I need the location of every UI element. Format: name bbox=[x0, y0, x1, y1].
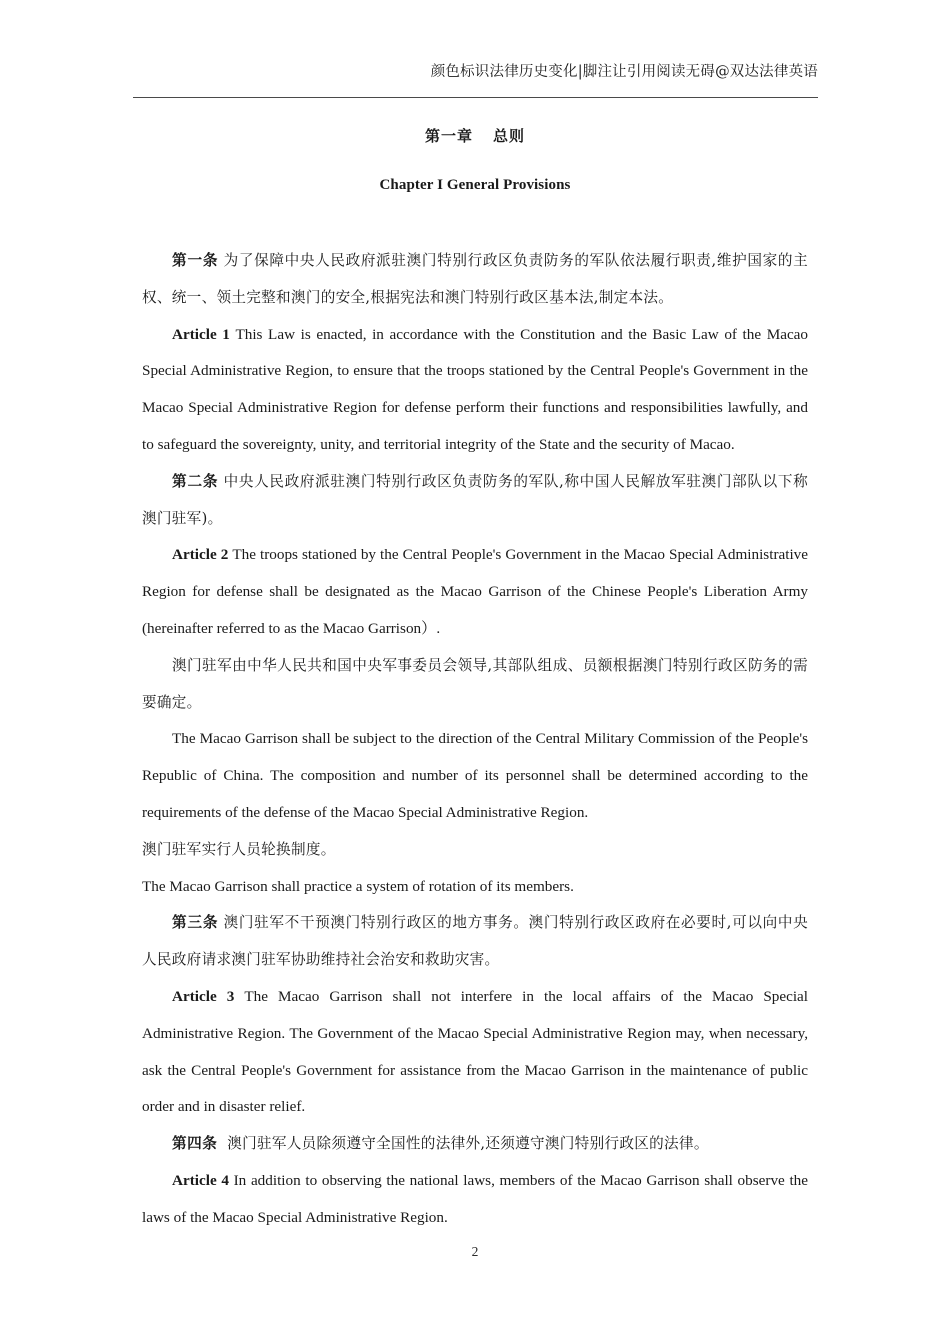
page-footer bbox=[0, 1243, 950, 1261]
article-4-english-label: Article 4 bbox=[172, 1171, 229, 1189]
page-header bbox=[133, 62, 818, 98]
article-2-chinese-label: 第二条 bbox=[172, 472, 219, 490]
article-4-chinese bbox=[142, 1126, 808, 1163]
article-1-english-label: Article 1 bbox=[172, 325, 230, 343]
chapter-title-english: Chapter I General Provisions bbox=[379, 177, 571, 193]
article-3-chinese bbox=[142, 905, 808, 979]
article-4-chinese-body: 澳门驻军人员除须遵守全国性的法律外,还须遵守澳门特别行政区的法律。 bbox=[227, 1135, 709, 1153]
article-2-english-paragraph-3: The Macao Garrison shall practice a system of rotation of its members. bbox=[142, 877, 574, 895]
page-number: 2 bbox=[471, 1244, 479, 1259]
article-3-chinese-body: 澳门驻军不干预澳门特别行政区的地方事务。澳门特别行政区政府在必要时,可以向中央人民政府请求澳门驻军协助维持社会治安和救助灾害。 bbox=[142, 914, 808, 969]
article-3-english-body: The Macao Garrison shall not interfere in the local affairs of the Macao Special Administrative Region. The Government of the Macao Special Administrative Region may, when necessary, ask the Central People's Government for assistance from the Macao Garrison in the maintenance of public order and in disaster relief. bbox=[142, 987, 809, 1116]
article-1-english-body: This Law is enacted, in accordance with the Constitution and the Basic Law of the Macao Special Administrative Region, to ensure that the troops stationed by the Central People's Government in the Macao Special Administrative Region for defense perform their functions and responsibilities lawfully, and to safeguard the sovereignty, unity, and territorial integrity of the State and the security of Macao. bbox=[142, 325, 809, 453]
article-2-chinese-body: 中央人民政府派驻澳门特别行政区负责防务的军队,称中国人民解放军驻澳门部队以下称澳门驻军)。 bbox=[142, 472, 808, 527]
title-body-spacer bbox=[142, 199, 808, 243]
article-4-english bbox=[142, 1163, 808, 1237]
article-4-chinese-label: 第四条 bbox=[172, 1135, 218, 1153]
chapter-title-chinese-suffix: 总则 bbox=[493, 129, 526, 145]
header-rule-divider bbox=[133, 97, 818, 98]
article-4-english-body: In addition to observing the national laws, members of the Macao Garrison shall observe the laws of the Macao Special Administrative Region. bbox=[142, 1171, 809, 1226]
article-2-english-body: The troops stationed by the Central People's Government in the Macao Special Administrative Region for defense shall be designated as the Macao Garrison of the Chinese People's Liberation Army (hereinafter referred to as the Macao Garrison）. bbox=[142, 546, 809, 637]
article-3-english-label: Article 3 bbox=[172, 987, 235, 1005]
article-2-english bbox=[142, 537, 808, 647]
article-2-english-label: Article 2 bbox=[172, 546, 229, 564]
running-head-text: 颜色标识法律历史变化|脚注让引用阅读无碍@双达法律英语 bbox=[430, 64, 818, 80]
article-1-chinese-body: 为了保障中央人民政府派驻澳门特别行政区负责防务的军队依法履行职责,维护国家的主权、统一、领土完整和澳门的安全,根据宪法和澳门特别行政区基本法,制定本法。 bbox=[142, 252, 808, 306]
article-3-english bbox=[142, 979, 808, 1126]
article-3-chinese-label: 第三条 bbox=[172, 914, 219, 932]
document-body bbox=[142, 120, 808, 1237]
article-1-chinese-label: 第一条 bbox=[172, 252, 219, 269]
chapter-title-chinese-prefix: 第一章 bbox=[424, 129, 473, 145]
article-2-chinese-paragraph-2: 澳门驻军由中华人民共和国中央军事委员会领导,其部队组成、员额根据澳门特别行政区防务的需要确定。 bbox=[142, 656, 808, 711]
article-1-chinese bbox=[142, 243, 808, 317]
chapter-title-chinese bbox=[142, 120, 808, 151]
article-2-chinese bbox=[142, 464, 808, 538]
article-1-english bbox=[142, 317, 808, 464]
article-2-chinese-paragraph-3: 澳门驻军实行人员轮换制度。 bbox=[142, 840, 336, 858]
article-2-english-paragraph-2: The Macao Garrison shall be subject to the direction of the Central Military Commission of the People's Republic of China. The composition and number of its personnel shall be determined according to the requirements of the defense of the Macao Special Administrative Region. bbox=[142, 730, 808, 821]
